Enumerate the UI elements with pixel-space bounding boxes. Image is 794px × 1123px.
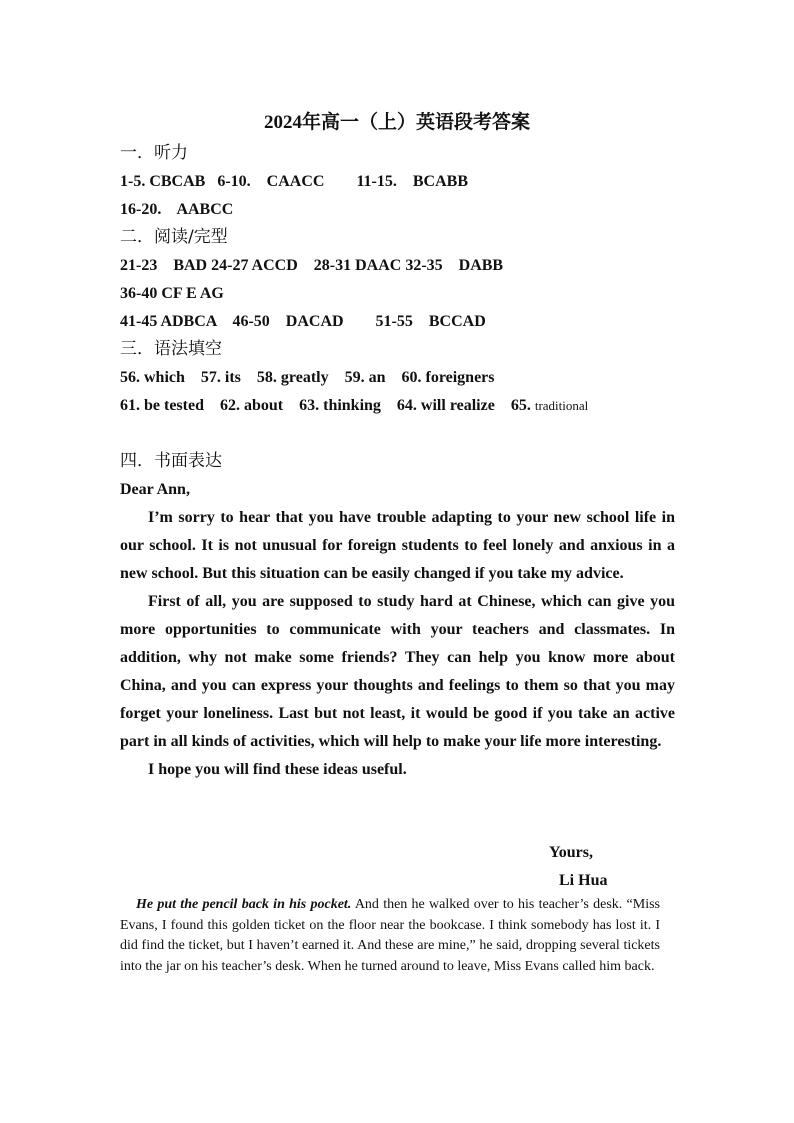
answer-line: 36-40 CF E AG [120, 285, 224, 302]
story-lead-sentence: He put the pencil back in his pocket. [136, 897, 352, 912]
answer-line: 16-20. AABCC [120, 201, 234, 218]
letter-salutation: Dear Ann, [120, 481, 190, 498]
answer-line-small: traditional [534, 398, 589, 413]
answer-line: 21-23 BAD 24-27 ACCD 28-31 DAAC 32-35 DABB [120, 257, 504, 274]
letter-signature: Li Hua [559, 872, 608, 889]
answer-line: 56. which 57. its 58. greatly 59. an 60. foreigners [120, 369, 495, 386]
letter-paragraph: First of all, you are supposed to study hard at Chinese, which can give you more opportunities to communicate with your teachers and classmates. In addition, why not make some friends? They can help you know more about China, and you can express your thoughts and feelings to them so that you may forget your loneliness. Last but not least, it would be good if you take an active part in all kinds of activities, which will help to make your life more interesting. [120, 593, 675, 750]
answer-line: 41-45 ADBCA 46-50 DACAD 51-55 BCCAD [120, 313, 486, 330]
answer-line: 1-5. CBCAB 6-10. CAACC 11-15. BCABB [120, 173, 469, 190]
letter-paragraph: I hope you will find these ideas useful. [148, 761, 407, 778]
answer-line-main: 61. be tested 62. about 63. thinking 64. will realize 65. [120, 397, 535, 414]
letter-paragraph: I’m sorry to hear that you have trouble adapting to your new school life in our school. It is not unusual for foreign students to feel lonely and anxious in a new school. But this situation can be easily changed if you take my advice. [120, 509, 675, 582]
page-title: 2024年高一（上）英语段考答案 [263, 112, 530, 133]
section-heading-grammar: 三．语法填空 [120, 339, 222, 359]
story-text: And then he walked over to his teacher’s desk. “Miss Evans, I found this golden ticket on the floor near the bookcase. I think somebody has lost it. I did find the ticket, but I haven’t earned it. And these are mine,” he said, dropping several tickets into the jar on his teacher’s desk. When he turned around to leave, Miss Evans called him back. [120, 897, 661, 974]
section-heading-writing: 四．书面表达 [120, 451, 222, 471]
story-excerpt [120, 895, 660, 977]
section-heading-reading: 二．阅读/完型 [120, 227, 228, 247]
answer-line [120, 396, 588, 416]
letter-closing: Yours, [549, 844, 594, 861]
letter-body [120, 504, 675, 784]
section-heading-listening: 一．听力 [120, 143, 188, 163]
